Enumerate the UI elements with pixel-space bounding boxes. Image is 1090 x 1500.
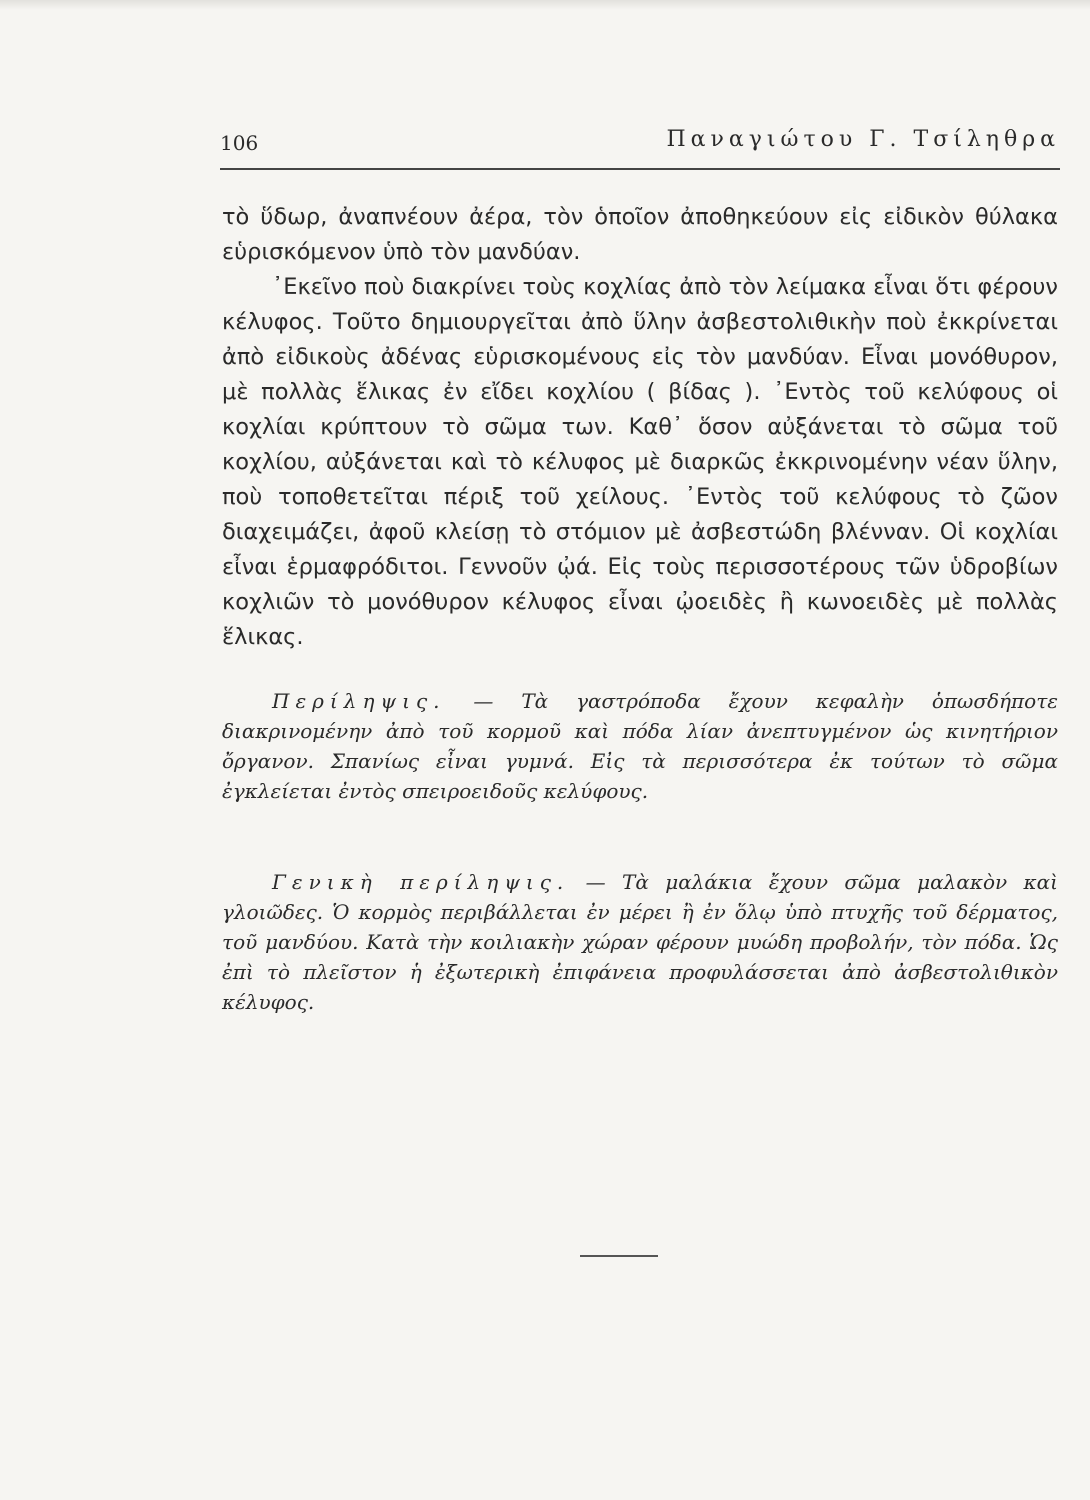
general-summary-heading: Γενικὴ περίληψις. bbox=[272, 870, 570, 894]
summary-section bbox=[222, 686, 1058, 806]
running-title: Παναγιώτου Γ. Τσίληθρα bbox=[666, 127, 1060, 152]
header-rule bbox=[220, 168, 1060, 170]
general-summary-section bbox=[222, 867, 1058, 1017]
scan-edge-shadow bbox=[0, 0, 1090, 10]
paragraph-continuation: τὸ ὕδωρ, ἀναπνέουν ἀέρα, τὸν ὁποῖον ἀποθηκεύουν εἰς εἰδικὸν θύλακα εὑρισκόμενον ὑπὸ τὸν μανδύαν. bbox=[222, 204, 1058, 265]
body-text bbox=[222, 200, 1058, 655]
summary-text: — Τὰ γαστρόποδα ἔχουν κεφαλὴν ὁπωσδήποτε διακρινομένην ἀπὸ τοῦ κορμοῦ καὶ πόδα λίαν ἀνεπτυγμένον ὡς κινητήριον ὄργανον. Σπανίως εἶναι γυμνά. Εἰς τὰ περισσότερα ἐκ τούτων τὸ σῶμα ἐγκλείεται ἐντὸς σπειροειδοῦς κελύφους. bbox=[222, 689, 1059, 803]
paragraph-shell: ᾿Εκεῖνο ποὺ διακρίνει τοὺς κοχλίας ἀπὸ τὸν λείμακα εἶναι ὅτι φέρουν κέλυφος. Τοῦτο δημιουργεῖται ἀπὸ ὕλην ἀσβεστολιθικὴν ποὺ ἐκκρίνεται ἀπὸ εἰδικοὺς ἀδένας εὑρισκομένους εἰς τὸν μανδύαν. Εἶναι μονόθυρον, μὲ πολλὰς ἕλικας ἐν εἴδει κοχλίου ( βίδας ). ᾿Εντὸς τοῦ κελύφους οἱ κοχλίαι κρύπτουν τὸ σῶμα των. Καθ᾿ ὅσον αὐξάνεται τὸ σῶμα τοῦ κοχλίου, αὐξάνεται καὶ τὸ κέλυφος μὲ διαρκῶς ἐκκρινομένην νέαν ὕλην, ποὺ τοποθετεῖται πέριξ τοῦ χείλους. ᾿Εντὸς τοῦ κελύφους τὸ ζῶον διαχειμάζει, ἀφοῦ κλείσῃ τὸ στόμιον μὲ ἀσβεστώδη βλένναν. Οἱ κοχλίαι εἶναι ἑρμαφρόδιτοι. Γεννοῦν ᾠά. Εἰς τοὺς περισσοτέρους τῶν ὑδροβίων κοχλιῶν τὸ μονόθυρον κέλυφος εἶναι ᾠοειδὲς ἢ κωνοειδὲς μὲ πολλὰς ἕλικας. bbox=[222, 274, 1058, 650]
summary-heading: Περίληψις. bbox=[272, 689, 446, 713]
general-summary-text: — Τὰ μαλάκια ἔχουν σῶμα μαλακὸν καὶ γλοιῶδες. Ὁ κορμὸς περιβάλλεται ἐν μέρει ἢ ἐν ὅλῳ ὑπὸ πτυχῆς τοῦ δέρματος, τοῦ μανδύου. Κατὰ τὴν κοιλιακὴν χώραν φέρουν μυώδη προβολήν, τὸν πόδα. Ὡς ἐπὶ τὸ πλεῖστον ἡ ἐξωτερικὴ ἐπιφάνεια προφυλάσσεται ἀπὸ ἀσβεστολιθικὸν κέλυφος. bbox=[222, 870, 1058, 1014]
page-number: 106 bbox=[220, 131, 259, 155]
section-end-rule bbox=[580, 1255, 658, 1257]
page-header bbox=[220, 125, 1060, 175]
